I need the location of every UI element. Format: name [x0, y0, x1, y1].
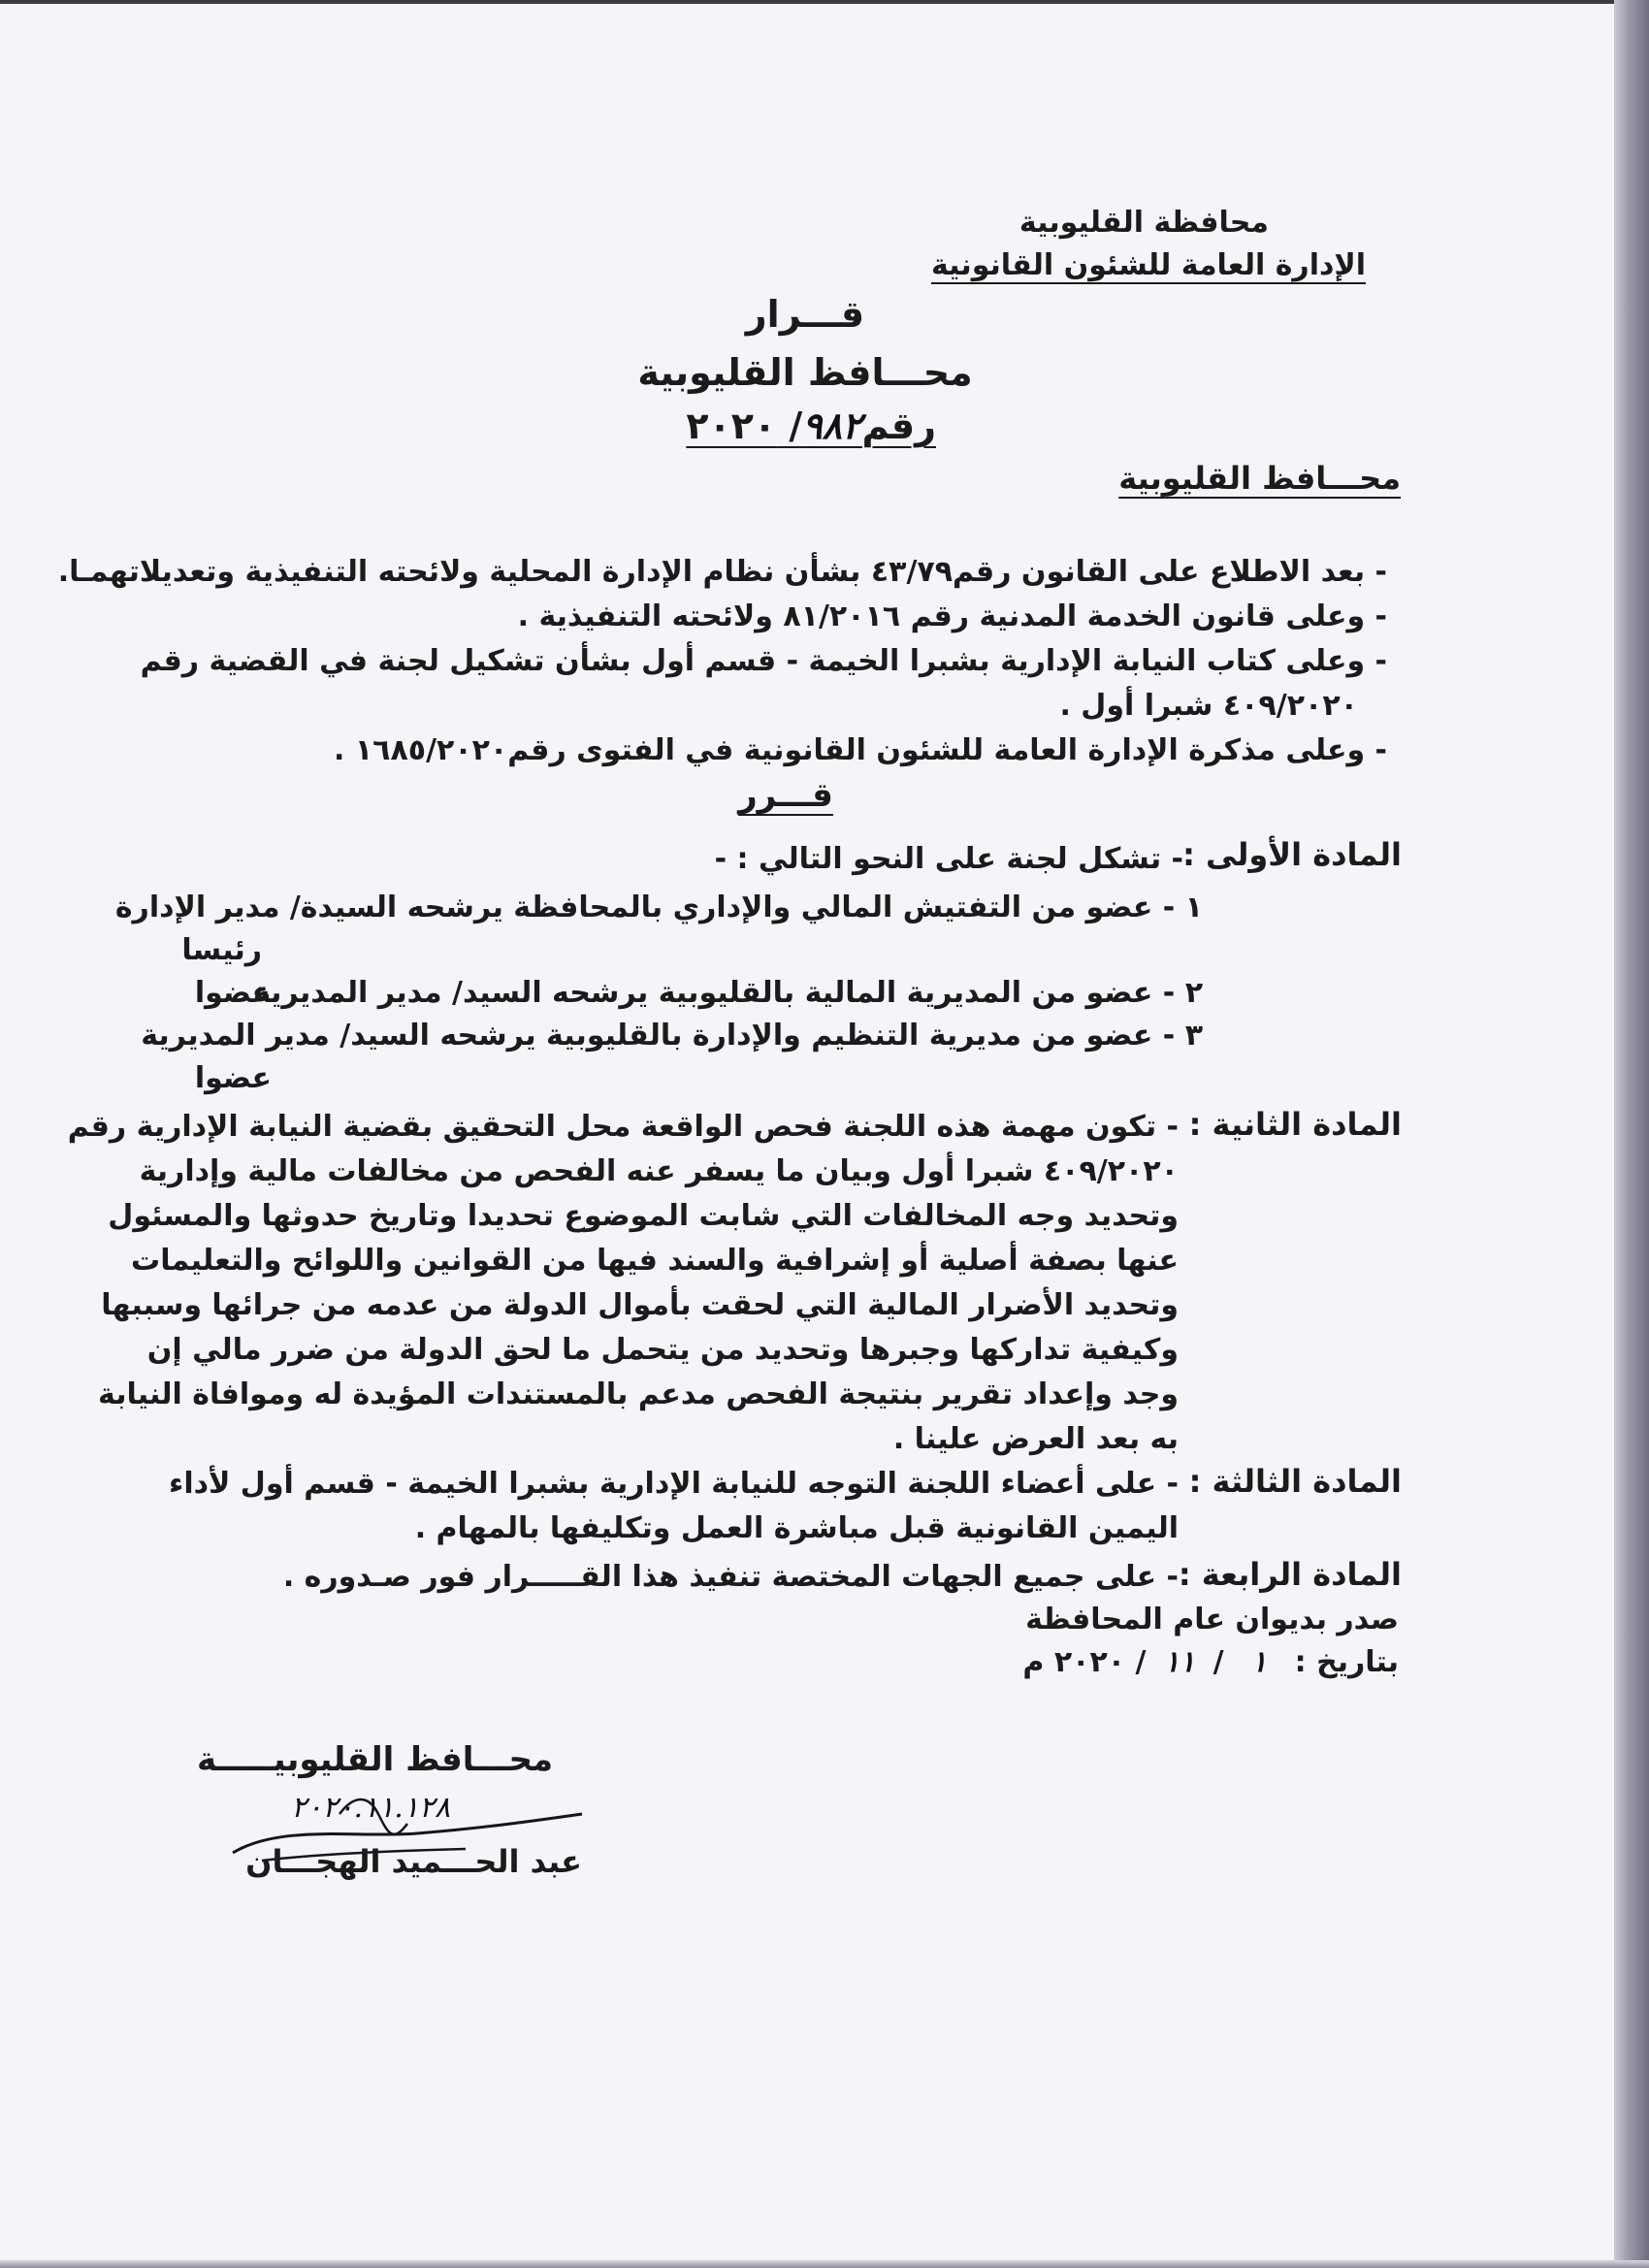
signatory-name: عبد الحـــميد الهجـــان [245, 1843, 582, 1880]
decides-heading: قـــرر [738, 776, 833, 815]
article1-intro: - تشكل لجنة على النحو التالي : - [714, 842, 1183, 876]
article2-line-7: وجد وإعداد تقرير بنتيجة الفحص مدعم بالمستندات المؤيدة له وموافاة النيابة [98, 1377, 1179, 1411]
article1-item-2: ٢ - عضو من المديرية المالية بالقليوبية يرشحه السيد/ مدير المديرية [252, 976, 1203, 1010]
scan-edge-bottom [0, 2260, 1649, 2268]
preamble-line-2: - وعلى قانون الخدمة المدنية رقم ٨١/٢٠١٦ ولائحته التنفيذية . [517, 599, 1387, 633]
article4-text: - على جميع الجهات المختصة تنفيذ هذا القـــــرار فور صـدوره . [282, 1560, 1179, 1594]
article1-item-3-role: عضوا [194, 1061, 272, 1095]
article1-item-2-role: عضوا [194, 976, 272, 1010]
article3-line-2: اليمين القانونية قبل مباشرة العمل وتكليفها بالمهام . [414, 1511, 1179, 1545]
decision-number-handwritten: ٩٨٢ [802, 404, 862, 447]
issued-date-year: / ٢٠٢٠ م [1022, 1645, 1147, 1679]
issued-place: صدر بديوان عام المحافظة [1025, 1603, 1399, 1636]
article2-line-4: عنها بصفة أصلية أو إشرافية والسند فيها من القوانين واللوائح والتعليمات [131, 1244, 1179, 1278]
article1-item-3: ٣ - عضو من مديرية التنظيم والإدارة بالقليوبية يرشحه السيد/ مدير المديرية [141, 1019, 1203, 1053]
article1-label: المادة الأولى : [1182, 836, 1402, 873]
preamble-line-5: - وعلى مذكرة الإدارة العامة للشئون القانونية في الفتوى رقم١٦٨٥/٢٠٢٠ . [333, 733, 1387, 767]
preamble-line-1: - بعد الاطلاع على القانون رقم٤٣/٧٩ بشأن نظام الإدارة المحلية ولائحته التنفيذية وتعديلاتهمـا. [57, 555, 1387, 589]
header-department: الإدارة العامة للشئون القانونية [930, 248, 1366, 282]
article3-line-1: - على أعضاء اللجنة التوجه للنيابة الإدارية بشبرا الخيمة - قسم أول لأداء [168, 1467, 1179, 1501]
preamble-line-3: - وعلى كتاب النيابة الإدارية بشبرا الخيمة - قسم أول بشأن تشكيل لجنة في القضية رقم [140, 644, 1387, 678]
addressee: محـــافظ القليوبية [1118, 460, 1401, 497]
preamble-line-4: ٤٠٩/٢٠٢٠ شبرا أول . [1059, 689, 1358, 723]
article2-line-3: وتحديد وجه المخالفات التي شابت الموضوع تحديدا وتاريخ حدوثها والمسئول [108, 1199, 1179, 1233]
issued-date: بتاريخ : ١ / ١١ / ٢٠٢٠ م [1022, 1645, 1399, 1679]
issued-date-month: ١١ [1163, 1645, 1196, 1679]
signature-title: محـــافظ القليوبيـــــة [196, 1740, 553, 1779]
article2-label: المادة الثانية : [1188, 1106, 1402, 1143]
title-decision: قـــرار [745, 293, 865, 336]
article4-label: المادة الرابعة : [1178, 1556, 1402, 1593]
scan-edge-right [1614, 0, 1649, 2268]
article1-item-1: ١ - عضو من التفتيش المالي والإداري بالمحافظة يرشحه السيدة/ مدير الإدارة [114, 891, 1203, 924]
article2-line-2: ٤٠٩/٢٠٢٠ شبرا أول وبيان ما يسفر عنه الفحص من مخالفات مالية وإدارية [139, 1154, 1179, 1188]
article2-line-6: وكيفية تداركها وجبرها وتحديد من يتحمل ما لحق الدولة من ضرر مالي إن [146, 1333, 1179, 1367]
issued-date-day: ١ [1251, 1645, 1268, 1679]
article1-item-1-role: رئيسا [181, 933, 262, 967]
header-governorate: محافظة القليوبية [1018, 206, 1269, 240]
article2-line-8: به بعد العرض علينا . [892, 1422, 1179, 1456]
article3-label: المادة الثالثة : [1188, 1463, 1402, 1500]
scan-edge-top [0, 0, 1649, 4]
decision-number-prefix: رقم [861, 405, 936, 447]
article2-line-1: - تكون مهمة هذه اللجنة فحص الواقعة محل التحقيق بقضية النيابة الإدارية رقم [67, 1110, 1179, 1144]
title-governor: محـــافظ القليوبية [637, 351, 973, 394]
signature-handwritten-mark: ٢٠٢٠.١١.١٢٨ [291, 1791, 451, 1825]
decision-number [686, 404, 936, 447]
article2-line-5: وتحديد الأضرار المالية التي لحقت بأموال الدولة من عدمه من جرائها وسببها [101, 1288, 1179, 1322]
decision-number-suffix: / ٢٠٢٠ [686, 405, 803, 447]
issued-date-label: بتاريخ : [1294, 1645, 1399, 1679]
